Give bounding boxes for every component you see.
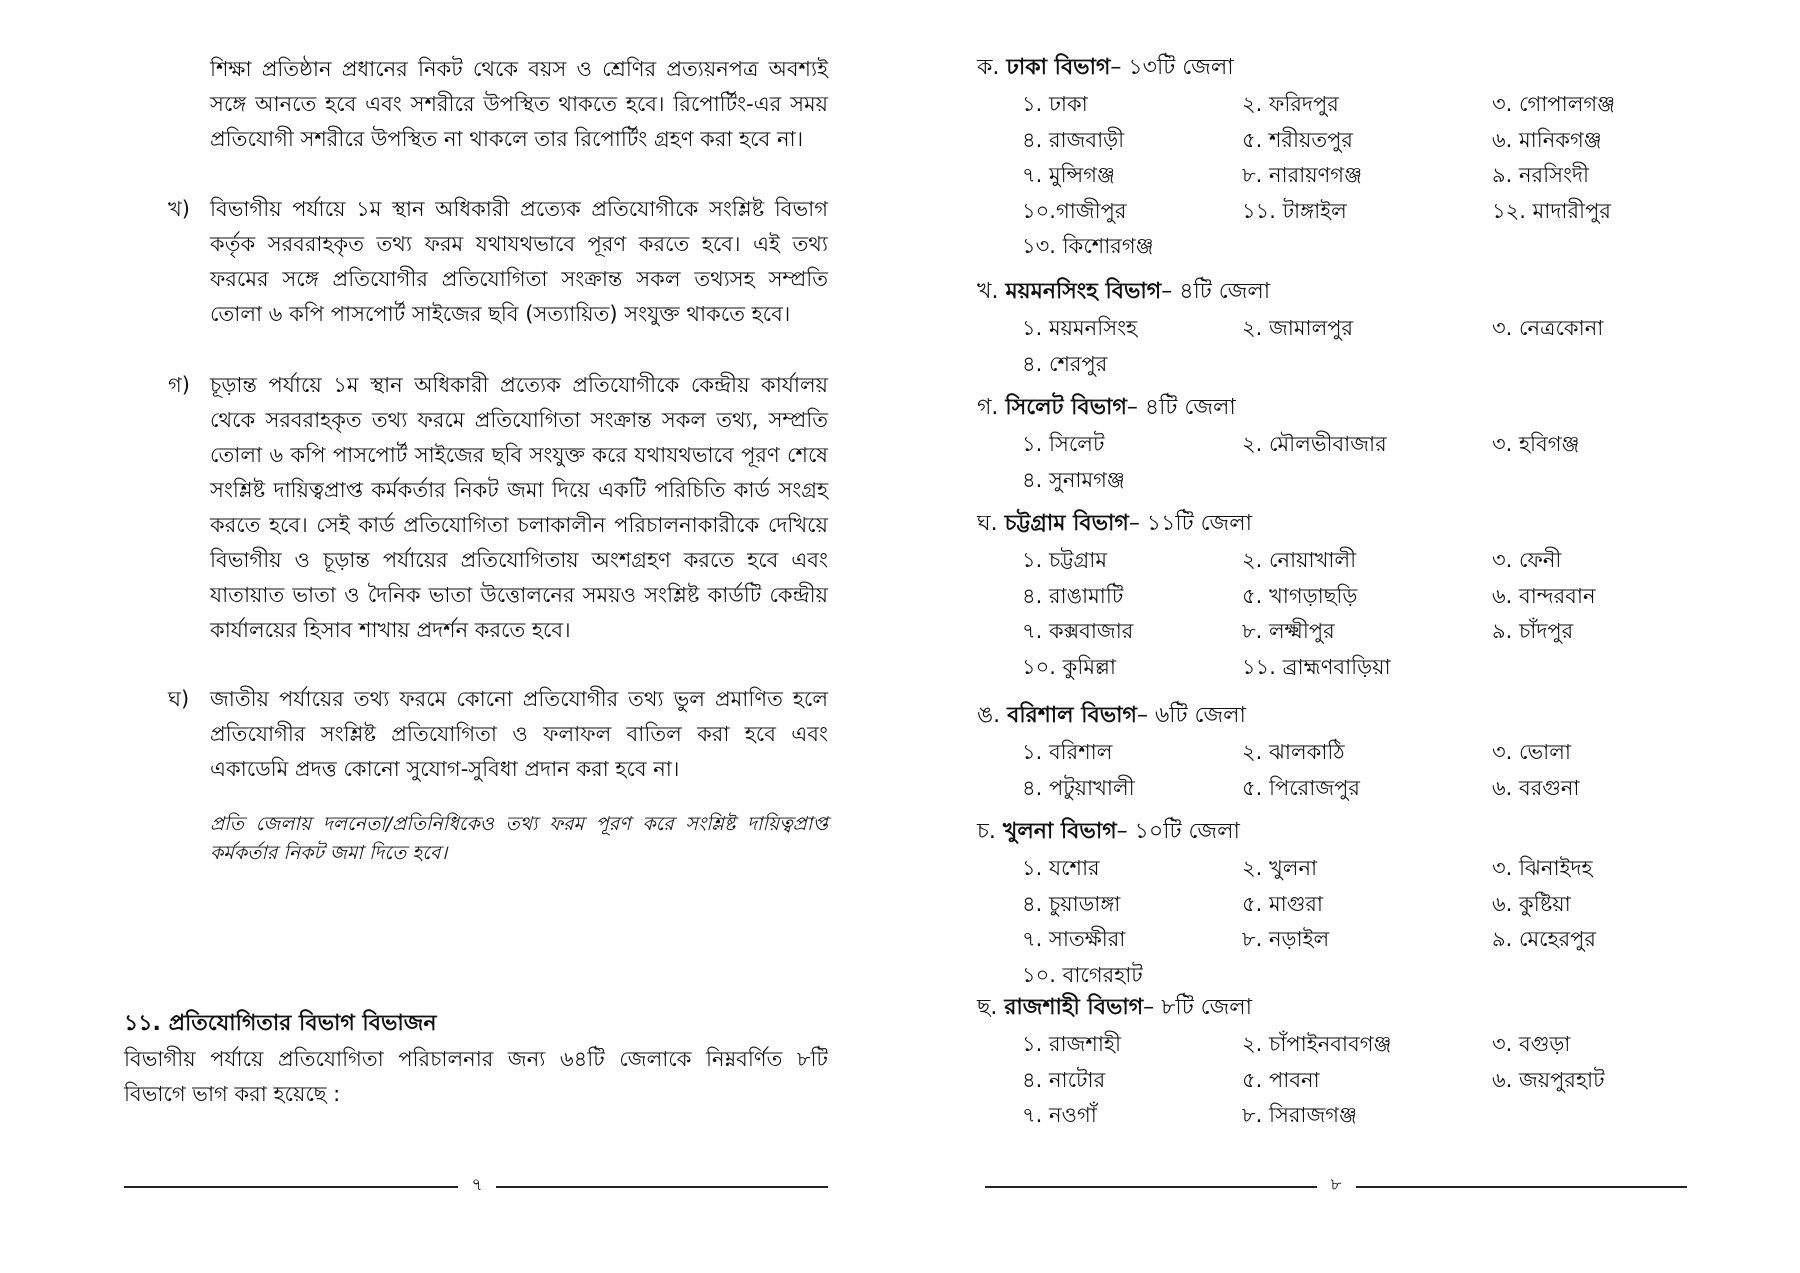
item-marker: খ) bbox=[168, 197, 190, 221]
district-item: ১১. ব্রাহ্মণবাড়িয়া bbox=[1242, 654, 1391, 679]
district-item: ১. যশোর bbox=[1022, 856, 1100, 880]
district-item: ৪. রাজবাড়ী bbox=[1022, 127, 1125, 152]
district-item: ৫. মাগুরা bbox=[1242, 891, 1323, 916]
division-prefix: ক. bbox=[977, 55, 1000, 80]
division-prefix: খ. bbox=[977, 279, 999, 304]
district-item: ৩. ঝিনাইদহ bbox=[1492, 856, 1593, 880]
division-header bbox=[977, 392, 1236, 424]
division-count: – ১০টি জেলা bbox=[1116, 819, 1240, 844]
district-item: ৯. চাঁদপুর bbox=[1492, 619, 1574, 643]
district-item: ৩. গোপালগঞ্জ bbox=[1492, 92, 1616, 116]
district-item: ২. নোয়াখালী bbox=[1242, 548, 1357, 572]
district-item: ৭. কক্সবাজার bbox=[1022, 619, 1134, 643]
district-item: ৮. নারায়ণগঞ্জ bbox=[1242, 163, 1363, 187]
division-prefix: ঙ. bbox=[977, 703, 1001, 728]
footer-rule-right bbox=[496, 1186, 828, 1188]
district-item: ২. জামালপুর bbox=[1242, 316, 1354, 340]
division-count: – ১৩টি জেলা bbox=[1110, 55, 1234, 80]
item-text: বিভাগীয় পর্যায়ে ১ম স্থান অধিকারী প্রত্যেক প্রতিযোগীকে সংশ্লিষ্ট বিভাগ কর্তৃক সরবরাহকৃত তথ্য ফরম যথাযথভাবে পূরণ করতে হবে। এই তথ্য ফরমের সঙ্গে প্রতিযোগীর প্রতিযোগিতা সংক্রান্ত সকল তথ্যসহ সম্প্রতি তোলা ৬ কপি পাসপোর্ট সাইজের ছবি (সত্যায়িত) সংযুক্ত থাকতে হবে। bbox=[210, 197, 828, 326]
right-page bbox=[900, 0, 1800, 1273]
district-item: ৬. মানিকগঞ্জ bbox=[1492, 127, 1602, 152]
district-item: ৫. খাগড়াছড়ি bbox=[1242, 583, 1358, 608]
district-item: ৫. শরীয়তপুর bbox=[1242, 127, 1353, 152]
division-name: চট্টগ্রাম বিভাগ bbox=[1004, 511, 1129, 536]
district-item: ৬. বান্দরবান bbox=[1492, 583, 1596, 608]
district-item: ৬. বরগুনা bbox=[1492, 775, 1580, 800]
division-name: খুলনা বিভাগ bbox=[1002, 819, 1117, 844]
district-item: ৪. রাঙামাটি bbox=[1022, 583, 1124, 608]
division-count: – ১১টি জেলা bbox=[1128, 511, 1253, 536]
division-name: ঢাকা বিভাগ bbox=[1006, 55, 1111, 80]
district-item: ৪. পটুয়াখালী bbox=[1022, 775, 1135, 800]
district-item: ৪. সুনামগঞ্জ bbox=[1022, 467, 1125, 492]
district-item: ৪. শেরপুর bbox=[1022, 351, 1108, 376]
division-name: বরিশাল বিভাগ bbox=[1007, 703, 1137, 728]
district-item: ১. ময়মনসিংহ bbox=[1022, 316, 1138, 340]
division-name: সিলেট বিভাগ bbox=[1005, 395, 1127, 420]
district-item: ২. চাঁপাইনবাবগঞ্জ bbox=[1242, 1032, 1392, 1056]
district-item: ৮. সিরাজগঞ্জ bbox=[1242, 1103, 1357, 1127]
district-item: ২. ফরিদপুর bbox=[1242, 92, 1339, 116]
page-number: ৮ bbox=[1330, 1175, 1342, 1195]
district-item: ৯. মেহেরপুর bbox=[1492, 927, 1596, 951]
section-title: ১১. প্রতিযোগিতার বিভাগ বিভাজন bbox=[124, 1011, 437, 1036]
continuation-paragraph: শিক্ষা প্রতিষ্ঠান প্রধানের নিকট থেকে বয়স ও শ্রেণির প্রত্যয়নপত্র অবশ্যই সঙ্গে আনতে হবে এবং সশরীরে উপস্থিত থাকতে হবে। রিপোর্টিং-এর সময় প্রতিযোগী সশরীরে উপস্থিত না থাকলে তার রিপোর্টিং গ্রহণ করা হবে না। bbox=[210, 57, 828, 151]
district-item: ৪. নাটোর bbox=[1022, 1067, 1106, 1092]
district-item: ১০. বাগেরহাট bbox=[1022, 962, 1143, 987]
item-marker: গ) bbox=[168, 373, 190, 397]
district-item: ২. ঝালকাঠি bbox=[1242, 740, 1345, 764]
district-item: ১২. মাদারীপুর bbox=[1492, 198, 1611, 223]
district-item: ১. রাজশাহী bbox=[1022, 1032, 1121, 1056]
district-item: ৩. ভোলা bbox=[1492, 740, 1571, 764]
division-header bbox=[977, 276, 1270, 308]
district-item: ৩. ফেনী bbox=[1492, 548, 1562, 572]
district-item: ১. সিলেট bbox=[1022, 432, 1105, 456]
section-body: বিভাগীয় পর্যায়ে প্রতিযোগিতা পরিচালনার জন্য ৬৪টি জেলাকে নিম্নবর্ণিত ৮টি বিভাগে ভাগ করা হয়েছে : bbox=[124, 1047, 828, 1106]
footer-rule-left bbox=[985, 1186, 1317, 1188]
district-item: ৫. পাবনা bbox=[1242, 1067, 1320, 1092]
district-item: ৩. বগুড়া bbox=[1492, 1032, 1571, 1056]
page-footer bbox=[0, 1176, 900, 1196]
district-item: ১০.গাজীপুর bbox=[1022, 198, 1127, 223]
district-item: ৬. কুষ্টিয়া bbox=[1492, 891, 1571, 916]
division-prefix: গ. bbox=[977, 395, 999, 420]
district-item: ৭. সাতক্ষীরা bbox=[1022, 927, 1126, 951]
item-marker: ঘ) bbox=[168, 687, 190, 711]
page-footer bbox=[900, 1176, 1800, 1196]
division-header bbox=[977, 816, 1240, 848]
division-name: রাজশাহী বিভাগ bbox=[1004, 995, 1144, 1020]
district-item: ১. চট্টগ্রাম bbox=[1022, 548, 1108, 572]
division-prefix: চ. bbox=[977, 819, 996, 844]
item-text: জাতীয় পর্যায়ের তথ্য ফরমে কোনো প্রতিযোগীর তথ্য ভুল প্রমাণিত হলে প্রতিযোগীর সংশ্লিষ্ট প্রতিযোগিতা ও ফলাফল বাতিল করা হবে এবং একাডেমি প্রদত্ত কোনো সুযোগ-সুবিধা প্রদান করা হবে না। bbox=[210, 687, 828, 781]
division-count: – ৬টি জেলা bbox=[1136, 703, 1246, 728]
district-item: ৫. পিরোজপুর bbox=[1242, 775, 1360, 800]
district-item: ২. মৌলভীবাজার bbox=[1242, 432, 1387, 456]
rule-item-gha bbox=[168, 682, 828, 787]
division-header bbox=[977, 508, 1252, 540]
district-item: ২. খুলনা bbox=[1242, 856, 1318, 880]
rule-item-kha bbox=[168, 192, 828, 332]
district-item: ৩. নেত্রকোনা bbox=[1492, 316, 1604, 340]
page-number: ৭ bbox=[471, 1175, 483, 1195]
district-item: ৩. হবিগঞ্জ bbox=[1492, 432, 1580, 456]
division-count: – ৪টি জেলা bbox=[1126, 395, 1236, 420]
division-header bbox=[977, 52, 1234, 84]
footer-rule-left bbox=[124, 1186, 458, 1188]
district-item: ৭. মুন্সিগঞ্জ bbox=[1022, 163, 1115, 187]
division-count: – ৮টি জেলা bbox=[1143, 995, 1253, 1020]
district-item: ৮. লক্ষ্মীপুর bbox=[1242, 619, 1335, 643]
district-item: ৭. নওগাঁ bbox=[1022, 1103, 1097, 1127]
item-text: চূড়ান্ত পর্যায়ে ১ম স্থান অধিকারী প্রত্যেক প্রতিযোগীকে কেন্দ্রীয় কার্যালয় থেকে সরবরাহকৃত তথ্য ফরমে প্রতিযোগিতা সংক্রান্ত সকল তথ্য, সম্প্রতি তোলা ৬ কপি পাসপোর্ট সাইজের ছবি সংযুক্ত করে যথাযথভাবে পূরণ শেষে সংশ্লিষ্ট দায়িত্বপ্রাপ্ত কর্মকর্তার নিকট জমা দিয়ে একটি পরিচিতি কার্ড সংগ্রহ করতে হবে। সেই কার্ড প্রতিযোগিতা চলাকালীন পরিচালনাকারীকে দেখিয়ে বিভাগীয় ও চূড়ান্ত পর্যায়ের প্রতিযোগিতায় অংশগ্রহণ করতে হবে এবং যাতায়াত ভাতা ও দৈনিক ভাতা উত্তোলনের সময়ও সংশ্লিষ্ট কার্ডটি কেন্দ্রীয় কার্যালয়ের হিসাব শাখায় প্রদর্শন করতে হবে। bbox=[210, 373, 828, 642]
district-item: ১. বরিশাল bbox=[1022, 740, 1113, 764]
rule-item-ga bbox=[168, 368, 828, 648]
division-count: – ৪টি জেলা bbox=[1161, 279, 1271, 304]
district-item: ৮. নড়াইল bbox=[1242, 927, 1330, 951]
district-item: ১০. কুমিল্লা bbox=[1022, 654, 1117, 679]
district-item: ৪. চুয়াডাঙ্গা bbox=[1022, 891, 1121, 916]
division-header bbox=[977, 700, 1246, 732]
division-prefix: ছ. bbox=[977, 995, 998, 1020]
district-item: ১৩. কিশোরগঞ্জ bbox=[1022, 234, 1154, 258]
division-prefix: ঘ. bbox=[977, 511, 998, 536]
district-item: ৯. নরসিংদী bbox=[1492, 163, 1590, 187]
division-name: ময়মনসিংহ বিভাগ bbox=[1005, 279, 1162, 304]
division-header bbox=[977, 992, 1252, 1024]
district-item: ৬. জয়পুরহাট bbox=[1492, 1067, 1605, 1092]
footer-rule-right bbox=[1356, 1186, 1687, 1188]
district-item: ১. ঢাকা bbox=[1022, 92, 1088, 116]
district-item: ১১. টাঙ্গাইল bbox=[1242, 198, 1347, 223]
italic-note: প্রতি জেলায় দলনেতা/প্রতিনিধিকেও তথ্য ফরম পূরণ করে সংশ্লিষ্ট দায়িত্বপ্রাপ্ত কর্মকর্তার নিকট জমা দিতে হবে। bbox=[210, 813, 828, 864]
